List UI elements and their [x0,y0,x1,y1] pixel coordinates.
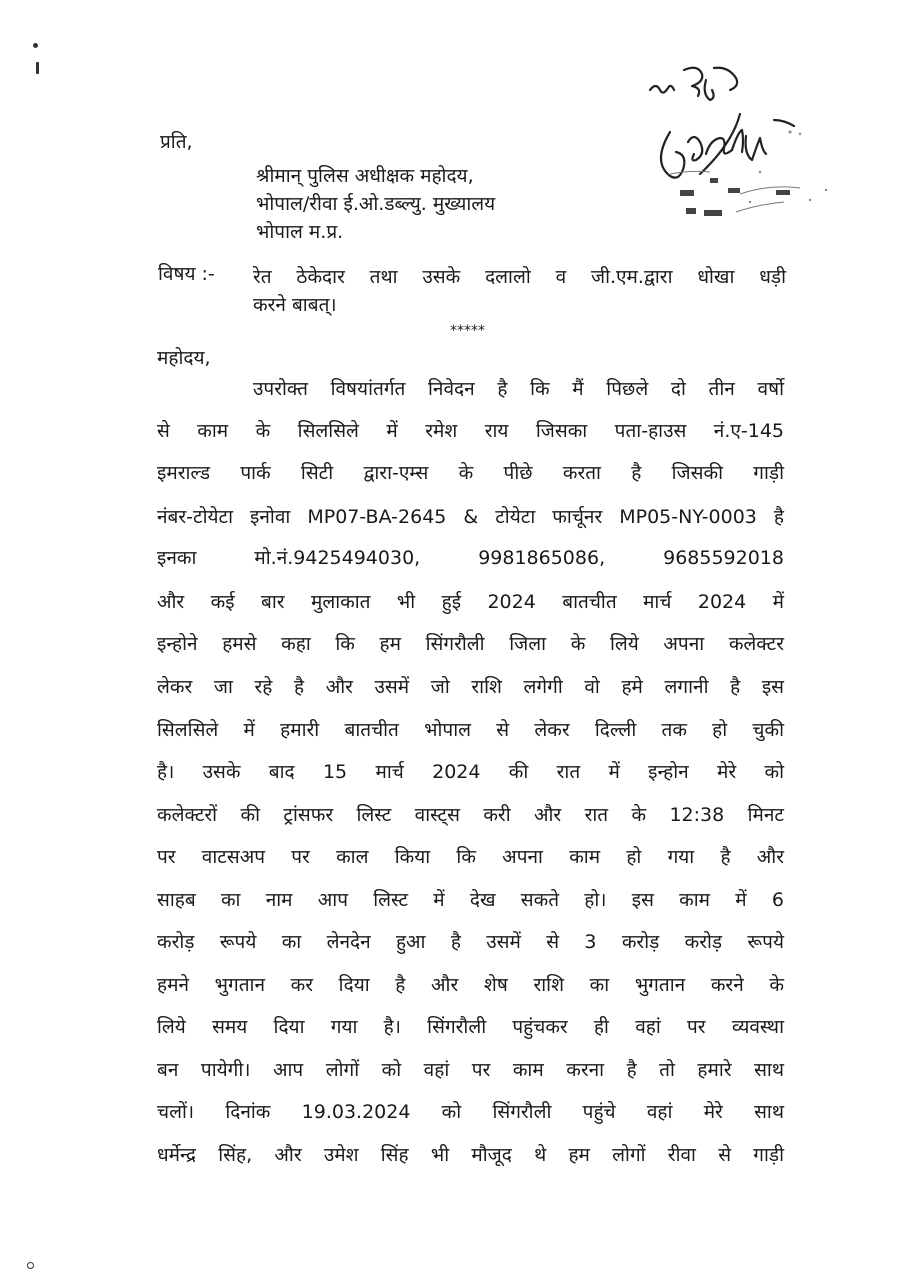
addressee-line: भोपाल म.प्र. [256,221,344,243]
body-line: करोड़ रूपये का लेनदेन हुआ है उसमें से 3 करोड़ करोड़ रूपये [157,931,784,953]
body-line: नंबर-टोयेटा इनोवा MP07-BA-2645 & टोयेटा फार्चूनर MP05-NY-0003 है [157,506,784,528]
body-line: है। उसके बाद 15 मार्च 2024 की रात में इन्होन मेरे को [157,761,784,783]
salutation-to: प्रति, [160,131,193,153]
body-line: उपरोक्त विषयांतर्गत निवेदन है कि मैं पिछले दो तीन वर्षो [253,378,784,400]
subject-label: विषय :- [158,263,215,285]
body-line: इनका मो.नं.9425494030, 9981865086, 9685592018 [157,547,784,569]
separator: ***** [450,323,485,339]
body-line: इमराल्ड पार्क सिटी द्वारा-एम्स के पीछे करता है जिसकी गाड़ी [157,462,784,484]
body-line: से काम के सिलसिले में रमेश राय जिसका पता-हाउस नं.ए-145 [157,420,784,442]
body-line: पर वाटसअप पर काल किया कि अपना काम हो गया है और [157,846,784,868]
body-line: सिलसिले में हमारी बातचीत भोपाल से लेकर दिल्ली तक हो चुकी [157,719,784,741]
addressee-line: भोपाल/रीवा ई.ओ.डब्ल्यु. मुख्यालय [256,193,496,215]
handwritten-signature-stamp [640,62,860,242]
body-line: लिये समय दिया गया है। सिंगरौली पहुंचकर ही वहां पर व्यवस्था [157,1016,784,1038]
body-line: साहब का नाम आप लिस्ट में देख सकते हो। इस काम में 6 [157,889,784,911]
body-line: बन पायेगी। आप लोगों को वहां पर काम करना है तो हमारे साथ [157,1059,784,1081]
body-line: चलों। दिनांक 19.03.2024 को सिंगरौली पहुंचे वहां मेरे साथ [157,1101,784,1123]
body-line: और कई बार मुलाकात भी हुई 2024 बातचीत मार्च 2024 में [157,591,784,613]
body-line: इन्होने हमसे कहा कि हम सिंगरौली जिला के लिये अपना कलेक्टर [157,633,784,655]
body-line: हमने भुगतान कर दिया है और शेष राशि का भुगतान करने के [157,974,784,996]
greeting: महोदय, [157,347,211,369]
subject-line: करने बाबत्। [253,294,337,316]
scan-speck [27,1262,34,1269]
body-line: लेकर जा रहे है और उसमें जो राशि लगेगी वो हमे लगानी है इस [157,676,784,698]
body-line: कलेक्टरों की ट्रांसफर लिस्ट वास्ट्स करी और रात के 12:38 मिनट [157,804,784,826]
scan-speck [33,43,38,48]
scan-speck [36,62,39,74]
addressee-line: श्रीमान् पुलिस अधीक्षक महोदय, [256,165,474,187]
subject-line: रेत ठेकेदार तथा उसके दलालो व जी.एम.द्वारा धोखा धड़ी [253,266,786,288]
body-line: धर्मेन्द्र सिंह, और उमेश सिंह भी मौजूद थे हम लोगों रीवा से गाड़ी [157,1144,784,1166]
